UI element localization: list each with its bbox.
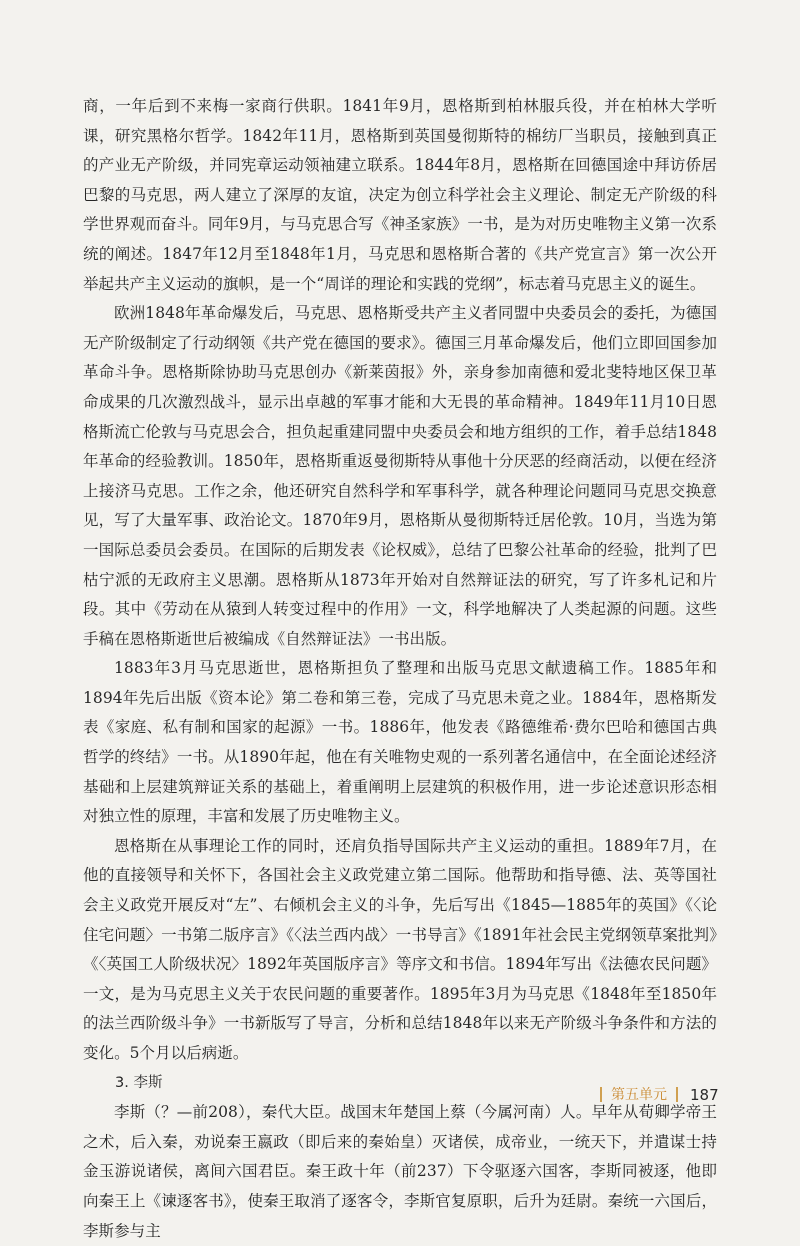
page-footer — [0, 1084, 800, 1108]
section-heading-li-si: 3. 李斯 — [115, 1074, 163, 1091]
footer-divider-right — [676, 1087, 678, 1102]
paragraph-1848-revolution: 欧洲1848年革命爆发后，马克思、恩格斯受共产主义者同盟中央委员会的委托，为德国无产阶级制定了行动纲领《共产党在德国的要求》。德国三月革命爆发后，他们立即回国参加革命斗争。恩格斯除协助马克思创办《新莱茵报》外，亲身参加南德和爱北斐特地区保卫革命成果的几次激烈战斗，显示出卓越的军事才能和大无畏的革命精神。1849年11月10日恩格斯流亡伦敦与马克思会合，担负起重建同盟中央委员会和地方组织的工作，着手总结1848年革命的经验教训。1850年，恩格斯重返曼彻斯特从事他十分厌恶的经商活动，以便在经济上接济马克思。工作之余，他还研究自然科学和军事科学，就各种理论问题同马克思交换意见，写了大量军事、政治论文。1870年9月，恩格斯从曼彻斯特迁居伦敦。10月，当选为第一国际总委员会委员。在国际的后期发表《论权威》，总结了巴黎公社革命的经验，批判了巴枯宁派的无政府主义思潮。恩格斯从1873年开始对自然辩证法的研究，写了许多札记和片段。其中《劳动在从猿到人转变过程中的作用》一文，科学地解决了人类起源的问题。这些手稿在恩格斯逝世后被编成《自然辩证法》一书出版。 — [83, 304, 717, 648]
footer-divider-left — [600, 1087, 602, 1102]
footer-unit-label: 第五单元 — [611, 1087, 667, 1103]
paragraph-after-marx-death: 1883年3月马克思逝世，恩格斯担负了整理和出版马克思文献遗稿工作。1885年和1894年先后出版《资本论》第二卷和第三卷，完成了马克思未竟之业。1884年，恩格斯发表《家庭、私有制和国家的起源》一书。1886年，他发表《路德维希·费尔巴哈和德国古典哲学的终结》一书。从1890年起，他在有关唯物史观的一系列著名通信中，在全面论述经济基础和上层建筑辩证关系的基础上，着重阐明上层建筑的积极作用，进一步论述意识形态相对独立性的原理，丰富和发展了历史唯物主义。 — [83, 659, 717, 826]
paragraph-engels-early-life: 商，一年后到不来梅一家商行供职。1841年9月，恩格斯到柏林服兵役，并在柏林大学听课，研究黑格尔哲学。1842年11月，恩格斯到英国曼彻斯特的棉纺厂当职员，接触到真正的产业无产阶级，并同宪章运动领袖建立联系。1844年8月，恩格斯在回德国途中拜访侨居巴黎的马克思，两人建立了深厚的友谊，决定为创立科学社会主义理论、制定无产阶级的科学世界观而奋斗。同年9月，与马克思合写《神圣家族》一书，是为对历史唯物主义第一次系统的阐述。1847年12月至1848年1月，马克思和恩格斯合著的《共产党宣言》第一次公开举起共产主义运动的旗帜，是一个“周详的理论和实践的党纲”，标志着马克思主义的诞生。 — [83, 97, 717, 293]
page-number: 187 — [690, 1086, 719, 1104]
paragraph-international-movement: 恩格斯在从事理论工作的同时，还肩负指导国际共产主义运动的重担。1889年7月，在他的直接领导和关怀下，各国社会主义政党建立第二国际。他帮助和指导德、法、英等国社会主义政党开展反对“左”、右倾机会主义的斗争，先后写出《1845—1885年的英国》《〈论住宅问题〉一书第二版序言》《〈法兰西内战〉一书导言》《1891年社会民主党纲领草案批判》《〈英国工人阶级状况〉1892年英国版序言》等序文和书信。1894年写出《法德农民问题》一文，是为马克思主义关于农民问题的重要著作。1895年3月为马克思《1848年至1850年的法兰西阶级斗争》一书新版写了导言，分析和总结1848年以来无产阶级斗争条件和方法的变化。5个月以后病逝。 — [83, 836, 717, 1062]
page-body — [83, 92, 717, 1246]
paragraph-li-si: 李斯（？—前208），秦代大臣。战国末年楚国上蔡（今属河南）人。早年从荀卿学帝王之术，后入秦，劝说秦王嬴政（即后来的秦始皇）灭诸侯，成帝业，一统天下，并遣谋士持金玉游说诸侯，离间六国君臣。秦王政十年（前237）下令驱逐六国客，李斯同被逐，他即向秦王上《谏逐客书》，使秦王取消了逐客令，李斯官复原职，后升为廷尉。秦统一六国后，李斯参与主 — [83, 1103, 717, 1240]
